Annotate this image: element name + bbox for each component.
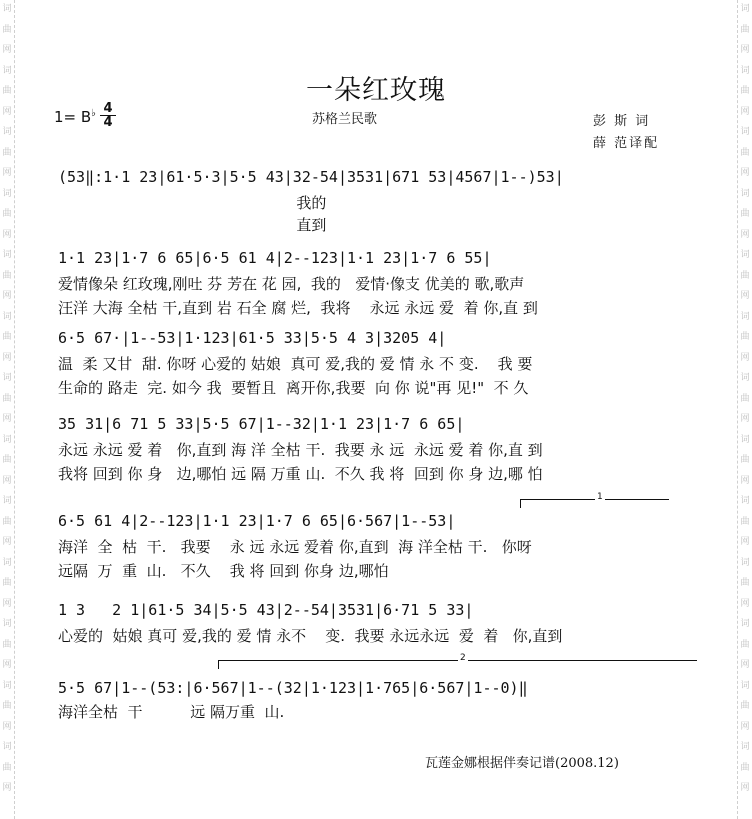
watermark-char: 曲 — [2, 24, 12, 35]
watermark-char: 词 — [740, 311, 750, 322]
watermark-char: 词 — [2, 65, 12, 76]
watermark-char: 网 — [740, 598, 750, 609]
watermark-char: 曲 — [2, 209, 12, 219]
notation-row: (53‖:1·1 23|61·5·3|5·5 43|32-54|3531|671 53|4567|1--)53| — [58, 168, 564, 186]
watermark-char: 网 — [740, 106, 750, 117]
watermark-char: 曲 — [740, 86, 750, 96]
watermark-char: 词 — [740, 65, 750, 76]
watermark-char: 网 — [740, 352, 750, 363]
lyric-row: 海洋 全 枯 干. 我要 永 远 永远 爱着 你,直到 海 洋全枯 干. 你呀 — [58, 538, 532, 556]
time-sig-denominator: 4 — [100, 115, 116, 129]
watermark-char: 词 — [2, 127, 12, 137]
watermark-char: 曲 — [2, 578, 12, 588]
watermark-char: 网 — [740, 229, 750, 240]
lyric-row: 远隔 万 重 山. 不久 我 将 回到 你身 边,哪怕 — [58, 562, 389, 580]
time-signature — [100, 102, 116, 129]
arranger-credit: 薛 范译配 — [593, 136, 660, 151]
watermark-char: 词 — [740, 250, 750, 260]
watermark-char: 词 — [740, 127, 750, 137]
watermark-char: 词 — [2, 250, 12, 260]
second-ending-bracket: 2 — [218, 660, 697, 669]
key-signature — [54, 108, 96, 126]
watermark-char: 词 — [2, 496, 12, 506]
watermark-char: 网 — [740, 414, 750, 424]
watermark-char: 词 — [2, 188, 12, 199]
watermark-char: 曲 — [740, 332, 750, 342]
watermark-char: 词 — [2, 680, 12, 691]
watermark-char: 网 — [2, 660, 12, 670]
key-label: 1= B — [54, 108, 92, 126]
watermark-char: 词 — [2, 4, 12, 14]
watermark-char: 网 — [2, 291, 12, 301]
watermark-char: 网 — [740, 660, 750, 670]
notation-row: 35 31|6 71 5 33|5·5 67|1--32|1·1 23|1·7 6 65| — [58, 415, 465, 433]
watermark-char: 词 — [2, 373, 12, 383]
watermark-char: 词 — [2, 742, 12, 752]
watermark-char: 曲 — [740, 270, 750, 281]
watermark-char: 词 — [740, 373, 750, 383]
watermark-char: 曲 — [2, 147, 12, 158]
watermark-char: 曲 — [740, 393, 750, 404]
watermark-char: 曲 — [740, 147, 750, 158]
watermark-char: 曲 — [2, 762, 12, 773]
watermark-char: 词 — [740, 619, 750, 629]
watermark-char: 曲 — [2, 270, 12, 281]
watermark-char: 词 — [2, 557, 12, 568]
watermark-char: 网 — [740, 537, 750, 547]
lyric-row: 汪洋 大海 全枯 干,直到 岩 石全 腐 烂, 我将 永远 永远 爱 着 你,直 到 — [58, 299, 538, 317]
watermark-char: 曲 — [2, 639, 12, 650]
notation-row: 1 3 2 1|61·5 34|5·5 43|2--54|3531|6·71 5 33| — [58, 601, 474, 619]
watermark-char: 词 — [740, 557, 750, 568]
watermark-char: 词 — [2, 434, 12, 445]
watermark-char: 网 — [2, 168, 12, 178]
lyric-row: 我的 — [58, 194, 327, 212]
notation-row: 6·5 67·|1--53|1·123|61·5 33|5·5 4 3|3205 4| — [58, 329, 447, 347]
watermark-char: 网 — [740, 721, 750, 732]
watermark-char: 曲 — [740, 209, 750, 219]
watermark-char: 网 — [2, 45, 12, 55]
lyricist-credit: 彭 斯 词 — [593, 114, 651, 129]
watermark-char: 曲 — [740, 762, 750, 773]
notation-row: 5·5 67|1--(53:|6·567|1--(32|1·123|1·765|6·567|1--0)‖ — [58, 679, 528, 697]
watermark-char: 网 — [2, 106, 12, 117]
watermark-char: 网 — [740, 475, 750, 486]
lyric-row: 爱情像朵 红玫瑰,刚吐 芬 芳在 花 园, 我的 爱情·像支 优美的 歌,歌声 — [58, 275, 525, 293]
right-watermark-strip — [737, 0, 752, 819]
watermark-char: 曲 — [740, 516, 750, 527]
watermark-char: 网 — [740, 783, 750, 793]
notation-row: 6·5 61 4|2--123|1·1 23|1·7 6 65|6·567|1--53| — [58, 512, 456, 530]
lyric-row: 温 柔 又甘 甜. 你呀 心爱的 姑娘 真可 爱,我的 爱 情 永 不 变. 我 要 — [58, 355, 533, 373]
watermark-char: 网 — [2, 352, 12, 363]
song-origin: 苏格兰民歌 — [312, 112, 378, 127]
watermark-char: 词 — [2, 619, 12, 629]
watermark-char: 曲 — [2, 701, 12, 711]
lyric-row: 直到 — [58, 216, 327, 234]
watermark-char: 曲 — [2, 516, 12, 527]
lyric-row: 心爱的 姑娘 真可 爱,我的 爱 情 永不 变. 我要 永远永远 爱 着 你,直到 — [58, 627, 563, 645]
watermark-char: 网 — [2, 229, 12, 240]
watermark-char: 词 — [740, 680, 750, 691]
transcription-note: 瓦莲金娜根据伴奏记谱(2008.12) — [425, 756, 619, 771]
watermark-char: 网 — [740, 168, 750, 178]
flat-symbol: ♭ — [91, 108, 96, 119]
lyric-row: 我将 回到 你 身 边,哪怕 远 隔 万重 山. 不久 我 将 回到 你 身 边,哪 怕 — [58, 465, 543, 483]
lyric-row: 生命的 路走 完. 如今 我 要暂且 离开你,我要 向 你 说"再 见!" 不 久 — [58, 379, 529, 397]
watermark-char: 词 — [740, 434, 750, 445]
watermark-char: 曲 — [740, 455, 750, 465]
song-title: 一朵红玫瑰 — [306, 75, 446, 106]
watermark-char: 词 — [740, 188, 750, 199]
watermark-char: 词 — [740, 496, 750, 506]
watermark-char: 网 — [2, 414, 12, 424]
first-ending-bracket: 1 — [520, 499, 669, 508]
watermark-char: 词 — [2, 311, 12, 322]
watermark-char: 网 — [740, 291, 750, 301]
watermark-char: 网 — [2, 721, 12, 732]
watermark-char: 网 — [2, 537, 12, 547]
notation-row: 1·1 23|1·7 6 65|6·5 61 4|2--123|1·1 23|1·7 6 55| — [58, 249, 492, 267]
watermark-char: 网 — [740, 45, 750, 55]
watermark-char: 词 — [740, 4, 750, 14]
watermark-char: 曲 — [740, 639, 750, 650]
watermark-char: 网 — [2, 783, 12, 793]
lyric-row: 海洋全枯 干 远 隔万重 山. — [58, 703, 285, 721]
time-sig-numerator: 4 — [103, 101, 113, 116]
left-watermark-strip — [0, 0, 15, 819]
watermark-char: 曲 — [740, 24, 750, 35]
watermark-char: 网 — [2, 598, 12, 609]
watermark-char: 曲 — [740, 701, 750, 711]
watermark-char: 网 — [2, 475, 12, 486]
watermark-char: 曲 — [2, 86, 12, 96]
watermark-char: 曲 — [2, 393, 12, 404]
watermark-char: 曲 — [740, 578, 750, 588]
watermark-char: 曲 — [2, 332, 12, 342]
watermark-char: 词 — [740, 742, 750, 752]
watermark-char: 曲 — [2, 455, 12, 465]
lyric-row: 永远 永远 爱 着 你,直到 海 洋 全枯 干. 我要 永 远 永远 爱 着 你,直 到 — [58, 441, 543, 459]
